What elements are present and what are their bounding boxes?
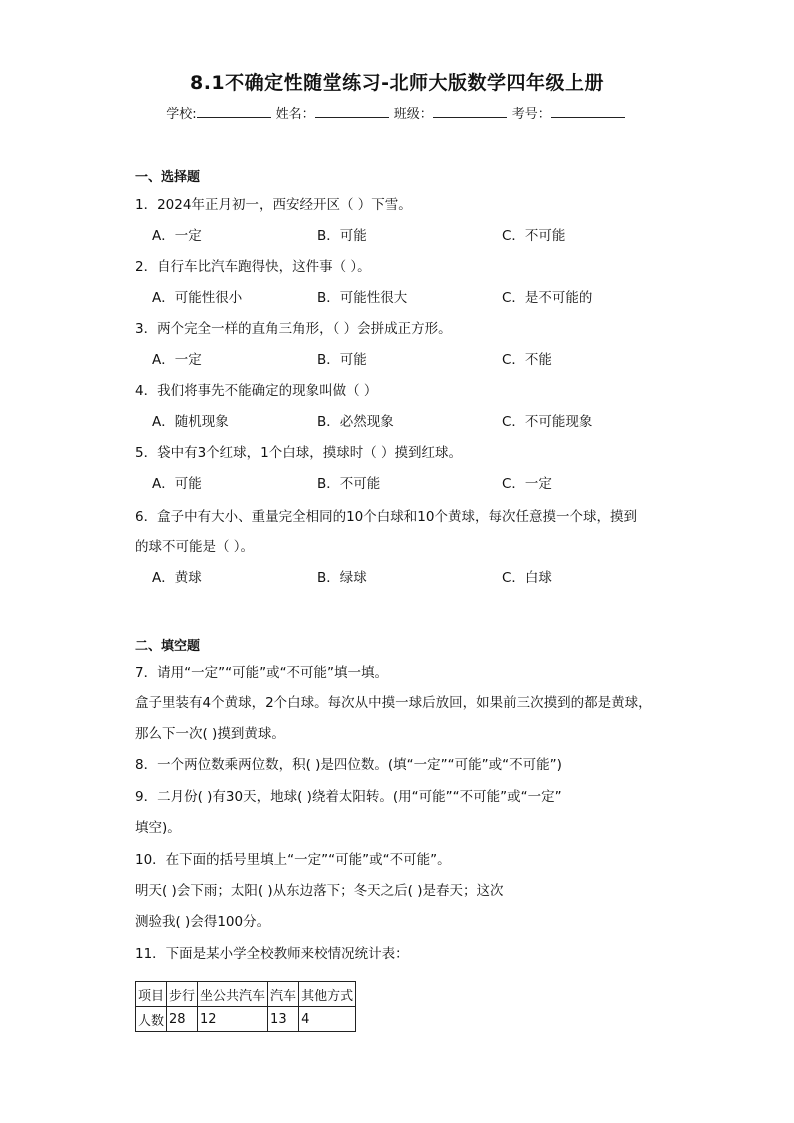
option-c[interactable]: C．白球 — [502, 570, 552, 586]
question-4: 4．我们将事先不能确定的现象叫做（ ） — [135, 383, 378, 399]
question-6: 6．盒子中有大小、重量完全相同的10个白球和10个黄球，每次任意摸一个球，摸到 — [135, 509, 637, 525]
option-a[interactable]: A．黄球 — [152, 570, 202, 586]
question-7-line-2: 盒子里装有4个黄球，2个白球。每次从中摸一球后放回，如果前三次摸到的都是黄球， — [135, 695, 652, 711]
option-b[interactable]: B．不可能 — [317, 476, 381, 492]
exam-number-blank[interactable] — [551, 105, 625, 118]
table-row — [136, 1007, 356, 1032]
page-title: 8.1不确定性随堂练习-北师大版数学四年级上册 — [189, 72, 605, 94]
option-c[interactable]: C．不能 — [502, 352, 552, 368]
table-cell: 4 — [299, 1007, 356, 1032]
table-cell: 汽车 — [268, 982, 299, 1007]
name-label: 姓名： — [275, 107, 315, 122]
question-7-line-3: 那么下一次( )摸到黄球。 — [135, 726, 285, 742]
question-10: 10．在下面的括号里填上“一定”“可能”或“不可能”。 — [135, 852, 451, 868]
question-3: 3．两个完全一样的直角三角形，（ ）会拼成正方形。 — [135, 321, 452, 337]
question-10-line-2: 明天( )会下雨；太阳( )从东边落下；冬天之后( )是春天；这次 — [135, 883, 504, 899]
question-6-continued: 的球不可能是（ ）。 — [135, 539, 255, 555]
option-c[interactable]: C．不可能 — [502, 228, 566, 244]
section-heading-choice: 一、选择题 — [135, 170, 201, 185]
option-a[interactable]: A．一定 — [152, 228, 202, 244]
option-a[interactable]: A．可能性很小 — [152, 290, 243, 306]
question-7: 7．请用“一定”“可能”或“不可能”填一填。 — [135, 665, 389, 681]
question-1: 1．2024年正月初一，西安经开区（ ）下雪。 — [135, 197, 412, 213]
table-cell: 步行 — [167, 982, 198, 1007]
question-5: 5．袋中有3个红球，1个白球，摸球时（ ）摸到红球。 — [135, 445, 463, 461]
name-blank[interactable] — [315, 105, 389, 118]
teacher-commute-table — [135, 981, 356, 1032]
question-11: 11．下面是某小学全校教师来校情况统计表： — [135, 946, 409, 962]
option-a[interactable]: A．可能 — [152, 476, 202, 492]
exam-number-label: 考号： — [511, 107, 551, 122]
school-blank[interactable] — [197, 105, 271, 118]
table-cell: 人数 — [136, 1007, 167, 1032]
question-8: 8．一个两位数乘两位数，积( )是四位数。(填“一定”“可能”或“不可能”) — [135, 757, 562, 773]
option-b[interactable]: B．可能性很大 — [317, 290, 408, 306]
question-9: 9．二月份( )有30天，地球( )绕着太阳转。(用“可能”“不可能”或“一定” — [135, 789, 562, 805]
table-cell: 坐公共汽车 — [198, 982, 268, 1007]
option-a[interactable]: A．一定 — [152, 352, 202, 368]
option-b[interactable]: B．可能 — [317, 228, 367, 244]
question-2: 2．自行车比汽车跑得快，这件事（ ）。 — [135, 259, 371, 275]
option-c[interactable]: C．一定 — [502, 476, 552, 492]
class-label: 班级： — [393, 107, 433, 122]
table-cell: 项目 — [136, 982, 167, 1007]
table-cell: 其他方式 — [299, 982, 356, 1007]
school-label: 学校: — [166, 107, 197, 122]
question-9-continued: 填空)。 — [135, 820, 181, 836]
option-b[interactable]: B．必然现象 — [317, 414, 394, 430]
option-b[interactable]: B．绿球 — [317, 570, 367, 586]
option-b[interactable]: B．可能 — [317, 352, 367, 368]
question-10-line-3: 测验我( )会得100分。 — [135, 914, 271, 930]
option-c[interactable]: C．不可能现象 — [502, 414, 593, 430]
table-header-row — [136, 982, 356, 1007]
option-c[interactable]: C．是不可能的 — [502, 290, 593, 306]
option-a[interactable]: A．随机现象 — [152, 414, 229, 430]
student-info-line — [0, 103, 794, 122]
section-heading-fill: 二、填空题 — [135, 639, 201, 654]
class-blank[interactable] — [433, 105, 507, 118]
table-cell: 13 — [268, 1007, 299, 1032]
table-cell: 28 — [167, 1007, 198, 1032]
table-cell: 12 — [198, 1007, 268, 1032]
